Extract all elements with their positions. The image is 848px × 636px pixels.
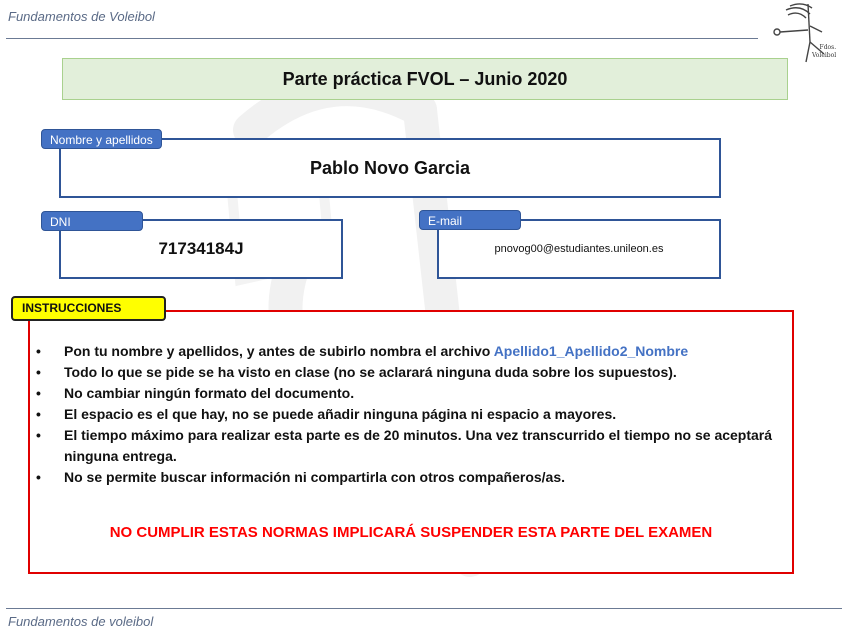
logo-text: Fdos. Voleibol (812, 44, 837, 59)
dni-label: DNI (41, 211, 143, 231)
warning-text: NO CUMPLIR ESTAS NORMAS IMPLICARÁ SUSPENDER ESTA PARTE DEL EXAMEN (109, 524, 713, 541)
instructions-label: INSTRUCCIONES (11, 296, 166, 321)
bullet-icon: • (36, 343, 41, 359)
footer-title: Fundamentos de voleibol (8, 614, 154, 629)
filename-pattern: Apellido1_Apellido2_Nombre (493, 343, 689, 359)
bullet-icon: • (36, 469, 41, 485)
header-title: Fundamentos de Voleibol (8, 9, 155, 24)
name-label: Nombre y apellidos (41, 129, 162, 149)
header-divider (6, 38, 758, 39)
document-title: Parte práctica FVOL – Junio 2020 (62, 58, 788, 100)
bullet-icon: • (36, 385, 41, 401)
footer-divider (6, 608, 842, 609)
email-value: pnovog00@estudiantes.unileon.es (494, 243, 664, 255)
bullet-icon: • (36, 427, 41, 443)
list-item: • Pon tu nombre y apellidos, y antes de subirlo nombra el archivo Apellido1_Apellido2_Nombre (36, 341, 781, 362)
list-item: • No se permite buscar información ni compartirla con otros compañeros/as. (36, 467, 781, 488)
list-item: • El tiempo máximo para realizar esta parte es de 20 minutos. Una vez transcurrido el tiempo no se aceptará ninguna entrega. (36, 427, 773, 464)
list-item: • No cambiar ningún formato del documento. (36, 383, 781, 404)
name-value: Pablo Novo Garcia (309, 157, 471, 178)
list-item: • Todo lo que se pide se ha visto en clase (no se aclarará ninguna duda sobre los supuestos). (36, 362, 781, 383)
dni-value: 71734184J (158, 239, 244, 258)
bullet-icon: • (36, 364, 41, 380)
list-item: • El espacio es el que hay, no se puede añadir ninguna página ni espacio a mayores. (36, 404, 781, 425)
instructions-list (36, 341, 781, 488)
bullet-icon: • (36, 406, 41, 422)
email-label: E-mail (419, 210, 521, 230)
